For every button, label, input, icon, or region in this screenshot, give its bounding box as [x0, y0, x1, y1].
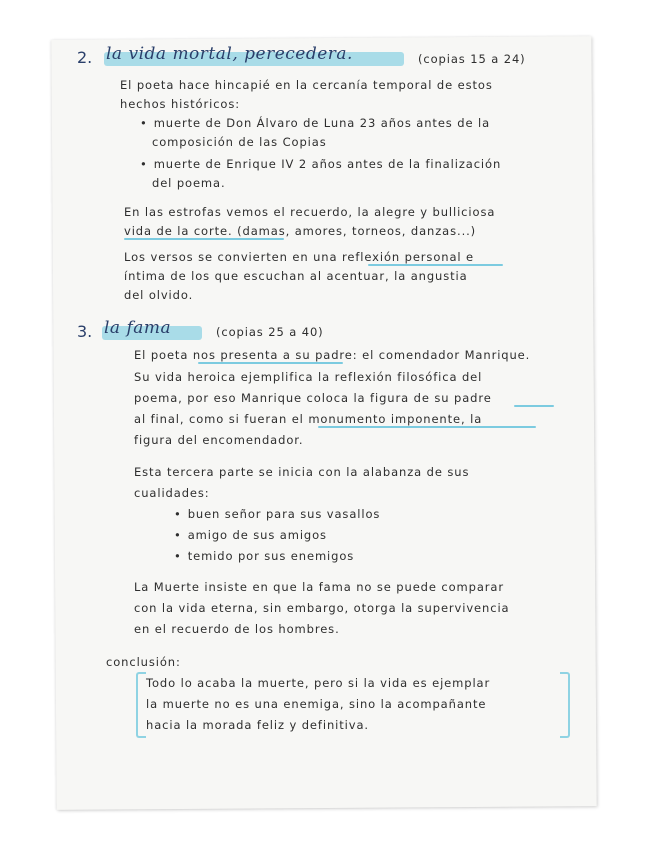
section-3-number: 3.: [77, 322, 93, 341]
section-2-intro-line: El poeta hace hincapié en la cercanía temporal de estos: [120, 78, 493, 92]
conclusion-line: la muerte no es una enemiga, sino la acompañante: [146, 697, 487, 711]
bracket-left: [136, 672, 146, 738]
paragraph-line: del olvido.: [124, 288, 194, 302]
underline: [124, 238, 284, 240]
paragraph-line: figura del encomendador.: [134, 433, 304, 447]
paragraph-line: En las estrofas vemos el recuerdo, la alegre y bulliciosa: [124, 205, 496, 219]
list-item: • buen señor para sus vasallos: [174, 507, 381, 521]
paragraph-line: Los versos se convierten en una reflexión personal e: [124, 250, 475, 264]
underline: [368, 264, 503, 266]
section-3-copias: (copias 25 a 40): [216, 325, 324, 339]
paragraph-line: con la vida eterna, sin embargo, otorga la supervivencia: [134, 601, 510, 615]
section-2-copias: (copias 15 a 24): [418, 52, 526, 66]
list-item: • amigo de sus amigos: [174, 528, 327, 542]
paragraph-line: poema, por eso Manrique coloca la figura de su padre: [134, 391, 492, 405]
section-3-title: la fama: [104, 318, 172, 338]
underline: [198, 362, 343, 364]
paragraph-line: Su vida heroica ejemplifica la reflexión filosófica del: [134, 370, 483, 384]
conclusion-label: conclusión:: [106, 655, 181, 669]
list-item-continuation: composición de las Copias: [152, 135, 327, 149]
conclusion-line: Todo lo acaba la muerte, pero si la vida es ejemplar: [146, 676, 491, 690]
paragraph-line: en el recuerdo de los hombres.: [134, 622, 340, 636]
list-item: • temido por sus enemigos: [174, 549, 355, 563]
underline: [514, 405, 554, 407]
list-item: • muerte de Enrique IV 2 años antes de la finalización: [140, 157, 502, 171]
underline: [318, 426, 536, 428]
section-2-intro-line: hechos históricos:: [120, 97, 241, 111]
bracket-right: [560, 672, 570, 738]
paragraph-line: al final, como si fueran el monumento imponente, la: [134, 412, 483, 426]
paragraph-line: Esta tercera parte se inicia con la alabanza de sus: [134, 465, 470, 479]
section-2-number: 2.: [77, 48, 93, 67]
paragraph-line: La Muerte insiste en que la fama no se puede comparar: [134, 580, 505, 594]
list-item: • muerte de Don Álvaro de Luna 23 años antes de la: [140, 116, 491, 130]
paragraph-line: El poeta nos presenta a su padre: el comendador Manrique.: [134, 348, 531, 362]
paragraph-line: íntima de los que escuchan al acentuar, la angustia: [124, 269, 468, 283]
conclusion-line: hacia la morada feliz y definitiva.: [146, 718, 369, 732]
paragraph-line: cualidades:: [134, 486, 210, 500]
list-item-continuation: del poema.: [152, 176, 226, 190]
section-2-title: la vida mortal, perecedera.: [106, 44, 353, 64]
paragraph-line: vida de la corte. (damas, amores, torneos, danzas...): [124, 224, 477, 238]
